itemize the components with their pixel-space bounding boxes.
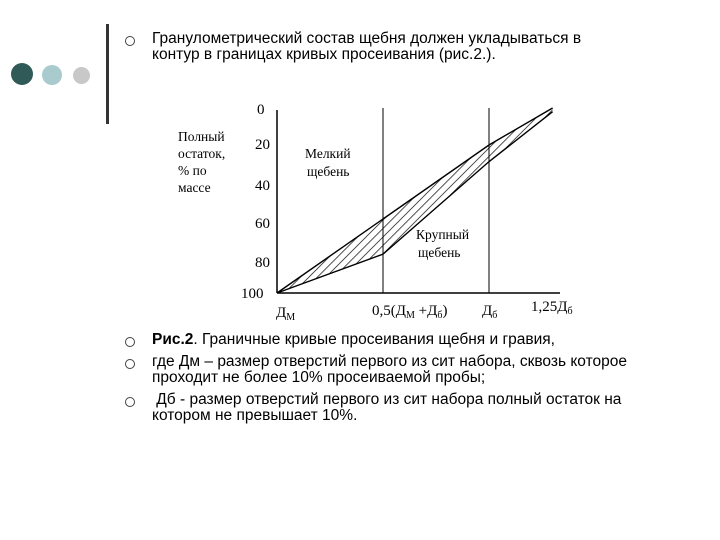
y-axis-label-line: Полный (178, 129, 225, 144)
annotation-fine-gravel: щебень (307, 164, 350, 179)
y-tick-label: 20 (255, 137, 270, 153)
y-axis-label-line: массе (178, 180, 211, 195)
caption-title: . Граничные кривые просеивания щебня и гравия, (193, 331, 555, 348)
x-tick-label: $1,25Д_б$ (531, 299, 573, 317)
bullet-icon (125, 359, 135, 369)
y-tick-label: 40 (255, 178, 270, 194)
dm-definition-line-2: проходит не более 10% просеиваемой пробы; (152, 369, 486, 386)
y-axis-label-line: остаток, (178, 146, 226, 161)
db-definition-line-2: котором не превышает 10%. (152, 407, 358, 424)
annotation-coarse-gravel: Крупный (416, 227, 470, 242)
y-tick-label: 80 (255, 255, 270, 271)
db-definition (152, 392, 621, 424)
x-tick-label: $Д_б$ (482, 303, 498, 321)
dm-definition-line-1: где Дм – размер отверстий первого из сит набора, сквозь которое (152, 353, 627, 370)
y-axis-label-line: % по (178, 163, 207, 178)
intro-line-1: Гранулометрический состав щебня должен укладываться в (152, 30, 582, 47)
bullet-icon (125, 397, 135, 407)
intro-line-2: контур в границах кривых просеивания (рис.2.). (152, 46, 496, 63)
y-tick-label: 100 (241, 286, 264, 302)
y-tick-label: 0 (257, 102, 265, 118)
caption-figure-label: Рис.2 (152, 331, 194, 348)
annotation-fine-gravel: Мелкий (305, 146, 351, 161)
x-tick-label: $Д_М$ (276, 305, 296, 323)
db-definition-line-1: Дб - размер отверстий первого из сит набора полный остаток на (152, 391, 622, 408)
x-tick-label: $0,5(Д_М +Д_б)$ (372, 303, 448, 321)
annotation-coarse-gravel: щебень (418, 245, 461, 260)
dm-definition (152, 354, 627, 386)
y-tick-label: 60 (255, 216, 270, 232)
hatched-band-area (277, 108, 553, 293)
bullet-icon (125, 337, 135, 347)
caption-text (152, 332, 555, 348)
